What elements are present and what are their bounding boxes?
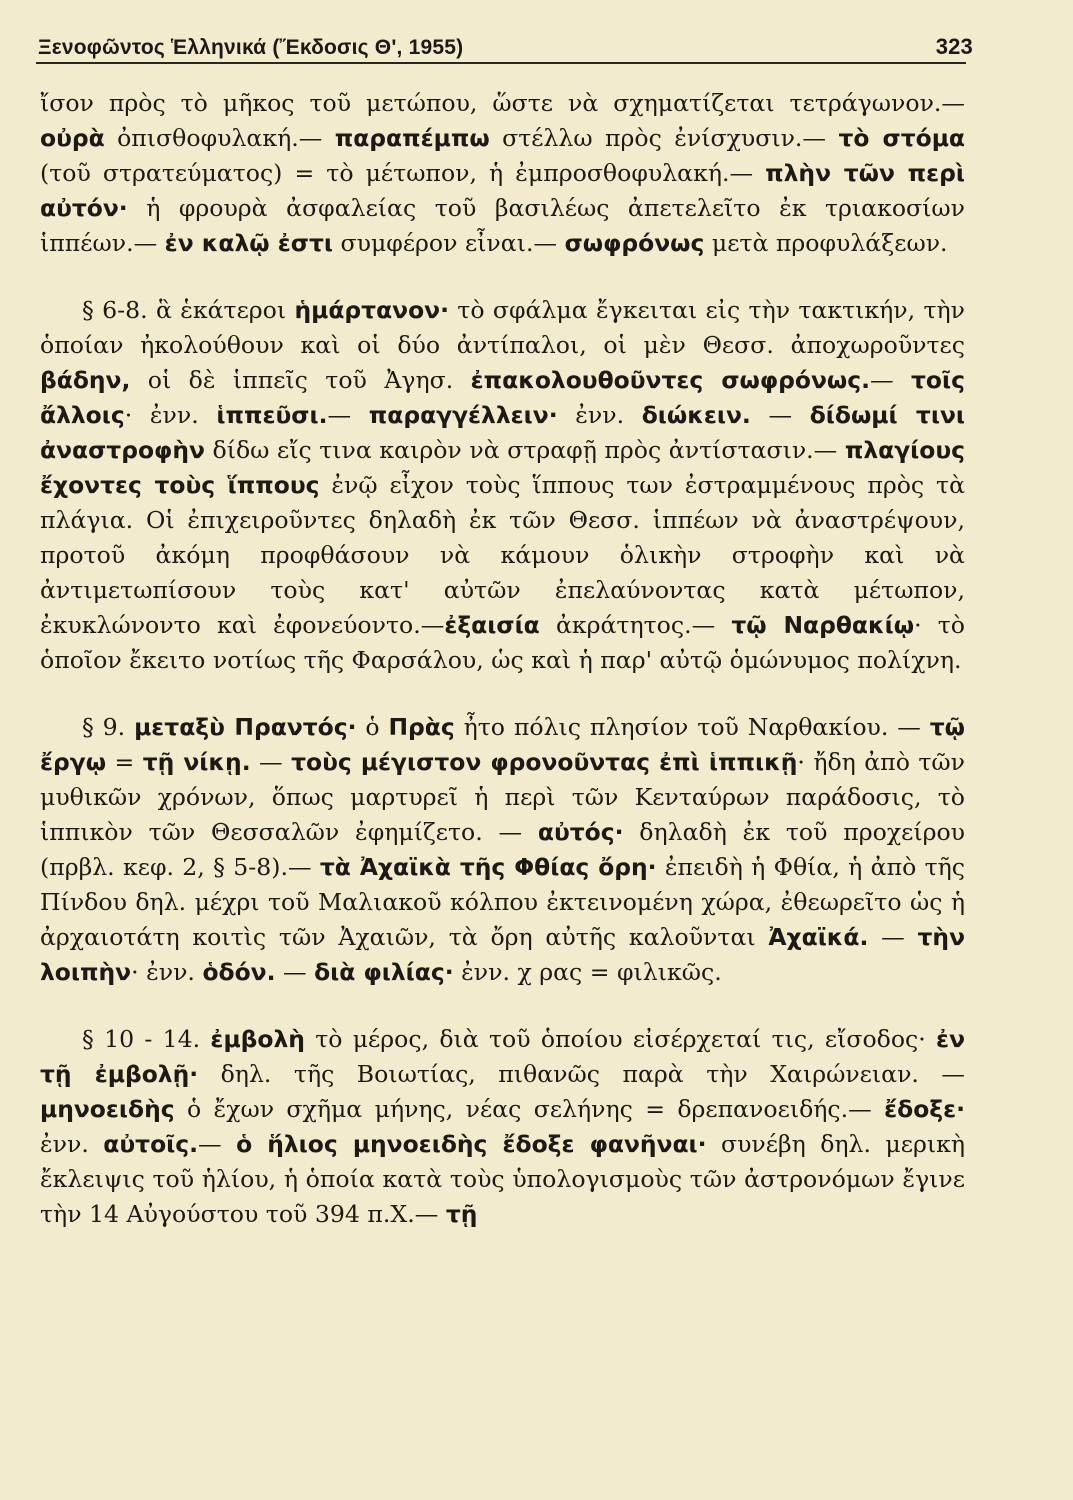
commentary-segment: —: [327, 401, 369, 429]
lemma-term: ἱππεῦσι.: [216, 401, 328, 429]
header-rule: [36, 62, 966, 64]
commentary-segment: ἐνν.: [40, 1130, 104, 1158]
lemma-term: ἐμβολὴ: [210, 1025, 305, 1053]
lemma-term: παραπέμπω: [334, 124, 490, 152]
lemma-term: ὁ ἥλιος μηνοειδὴς ἔδοξε φανῆναι·: [236, 1130, 707, 1158]
lemma-term: πλαγίους ἔχοντες τοὺς ἵππους: [40, 436, 965, 499]
paragraph-section-9: [40, 710, 965, 990]
lemma-term: τῇ: [445, 1200, 478, 1228]
running-title: Ξενοφῶντος Ἑλληνικά (Ἔκδοσις Θ', 1955): [38, 36, 464, 59]
commentary-segment: συμφέρον εἶναι.—: [333, 229, 565, 257]
paragraph-section-6-8: [40, 293, 965, 678]
commentary-segment: § 10 - 14.: [82, 1025, 211, 1053]
page-header: [38, 18, 973, 60]
lemma-term: ὁδόν.: [202, 958, 276, 986]
lemma-term: βάδην,: [40, 366, 131, 394]
commentary-segment: ἡ φρουρὰ ἀσφαλείας τοῦ βασιλέως ἀπετελεῖτο ἐκ τριακοσίων ἱππέων.—: [40, 194, 965, 257]
commentary-segment: —: [275, 958, 315, 986]
lemma-term: διώκειν.: [641, 401, 751, 429]
lemma-term: τῷ Ναρθακίῳ: [731, 611, 915, 639]
lemma-term: ἐν καλῷ ἐστι: [164, 229, 334, 257]
commentary-segment: =: [106, 748, 143, 776]
lemma-term: δίδωμί τινι ἀναστροφὴν: [40, 401, 965, 464]
lemma-term: Πρὰς: [388, 713, 455, 741]
commentary-segment: § 9.: [82, 713, 135, 741]
lemma-term: τὴν λοιπὴν: [40, 923, 966, 986]
commentary-segment: § 6-8. ἃ ἑκάτεροι: [82, 296, 295, 324]
lemma-term: ἡμάρτανον·: [294, 296, 449, 324]
commentary-segment: συνέβη δηλ. μερικὴ ἔκλειψις τοῦ ἡλίου, ἡ ὁποία κατὰ τοὺς ὑπολογισμοὺς τῶν ἀστρονόμων ἔγινε τὴν 14 Αὐγούστου τοῦ 394 π.Χ.—: [40, 1130, 965, 1228]
commentary-segment: ὀπισθοφυλακή.—: [104, 124, 335, 152]
lemma-term: ἔδοξε·: [884, 1095, 965, 1123]
lemma-term: πλὴν τῶν περὶ αὐτόν·: [40, 159, 965, 222]
commentary-segment: —: [250, 748, 292, 776]
lemma-term: τὸ στόμα: [838, 124, 966, 152]
commentary-segment: ἐνν. χ ρας = φιλικῶς.: [453, 958, 722, 986]
paragraph-continuation: [40, 86, 965, 261]
lemma-term: τῷ ἔργῳ: [40, 713, 965, 776]
lemma-term: τῇ νίκῃ.: [142, 748, 251, 776]
commentary-segment: · ἐνν.: [131, 958, 203, 986]
commentary-segment: · ἐνν.: [124, 401, 217, 429]
commentary-segment: ὁ ἔχων σχῆμα μήνης, νέας σελήνης = δρεπανοειδής.—: [174, 1095, 885, 1123]
commentary-segment: · τὸ ὁποῖον ἔκειτο νοτίως τῆς Φαρσάλου, ὡς καὶ ἡ παρ' αὐτῷ ὁμώνυμος πολίχνη.: [40, 611, 966, 674]
paragraph-section-10-14: [40, 1022, 965, 1232]
lemma-term: τοῖς ἄλλοις: [40, 366, 965, 429]
commentary-segment: ἀκράτητος.—: [539, 611, 732, 639]
lemma-term: τὰ Ἀχαϊκὰ τῆς Φθίας ὄρη·: [319, 853, 657, 881]
commentary-segment: οἱ δὲ ἱππεῖς τοῦ Ἀγησ.: [130, 366, 471, 394]
commentary-segment: · ἤδη ἀπὸ τῶν μυθικῶν χρόνων, ὅπως μαρτυρεῖ ἡ περὶ τῶν Κενταύρων παράδοσις, τὸ ἱππικὸν τῶν Θεσσαλῶν ἐφημίζετο. —: [40, 748, 965, 846]
lemma-term: διὰ φιλίας·: [314, 958, 454, 986]
commentary-text: [40, 86, 965, 1232]
commentary-segment: μετὰ προφυλάξεων.: [704, 229, 948, 257]
commentary-segment: —: [868, 923, 918, 951]
commentary-segment: —: [198, 1130, 237, 1158]
commentary-segment: τὸ σφάλμα ἔγκειται εἰς τὴν τακτικήν, τὴν ὁποίαν ἠκολούθουν καὶ οἱ δύο ἀντίπαλοι, οἱ μὲν Θεσσ. ἀποχωροῦντες: [40, 296, 965, 359]
lemma-term: παραγγέλλειν·: [368, 401, 558, 429]
commentary-segment: ἦτο πόλις πλησίον τοῦ Ναρθακίου. —: [454, 713, 930, 741]
lemma-term: ἐν τῇ ἐμβολῇ·: [40, 1025, 965, 1088]
commentary-segment: ὁ: [356, 713, 389, 741]
commentary-segment: δηλαδὴ ἐκ τοῦ προχείρου (πρβλ. κεφ. 2, § 5-8).—: [40, 818, 966, 881]
lemma-term: σωφρόνως: [564, 229, 705, 257]
lemma-term: ἐξαισία: [444, 611, 540, 639]
page-number: 323: [935, 34, 973, 59]
lemma-term: μεταξὺ Πραντός·: [134, 713, 357, 741]
commentary-segment: —: [869, 366, 911, 394]
commentary-segment: —: [750, 401, 810, 429]
lemma-term: οὐρὰ: [40, 124, 105, 152]
commentary-segment: ἐπειδὴ ἡ Φθία, ἡ ἀπὸ τῆς Πίνδου δηλ. μέχρι τοῦ Μαλιακοῦ κόλπου ἐκτεινομένη χώρα, ἐθεωρεῖτο ὡς ἡ ἀρχαιοτάτη κοιτὶς τῶν Ἀχαιῶν, τὰ ὄρη αὐτῆς καλοῦνται: [40, 853, 965, 951]
lemma-term: αὐτός·: [537, 818, 624, 846]
lemma-term: Ἀχαϊκά.: [768, 923, 869, 951]
commentary-segment: (τοῦ στρατεύματος) = τὸ μέτωπον, ἡ ἐμπροσθοφυλακή.—: [40, 159, 766, 187]
lemma-term: τοὺς μέγιστον φρονοῦντας ἐπὶ ἱππικῇ: [291, 748, 798, 776]
commentary-segment: ἐνῷ εἶχον τοὺς ἵππους των ἐστραμμένους πρὸς τὰ πλάγια. Οἱ ἐπιχειροῦντες δηλαδὴ ἐκ τῶν Θεσσ. ἱππέων νὰ ἀναστρέψουν, προτοῦ ἀκόμη προφθάσουν νὰ κάμουν ὁλικὴν στροφὴν καὶ νὰ ἀντιμετωπίσουν τοὺς κατ' αὐτῶν ἐπελαύνοντας κατὰ μέτωπον, ἐκυκλώνοντο καὶ ἐφονεύοντο.—: [40, 471, 966, 639]
lemma-term: αὐτοῖς.: [103, 1130, 199, 1158]
commentary-segment: στέλλω πρὸς ἐνίσχυσιν.—: [489, 124, 839, 152]
commentary-segment: τὸ μέρος, διὰ τοῦ ὁποίου εἰσέρχεταί τις, εἴσοδος·: [304, 1025, 937, 1053]
lemma-term: μηνοειδὴς: [40, 1095, 175, 1123]
commentary-segment: ἐνν.: [557, 401, 642, 429]
commentary-segment: δηλ. τῆς Βοιωτίας, πιθανῶς παρὰ τὴν Χαιρώνειαν. —: [198, 1060, 965, 1088]
commentary-segment: ἴσον πρὸς τὸ μῆκος τοῦ μετώπου, ὥστε νὰ σχηματίζεται τετράγωνον.—: [40, 89, 965, 117]
commentary-segment: δίδω εἴς τινα καιρὸν νὰ στραφῇ πρὸς ἀντίστασιν.—: [204, 436, 845, 464]
lemma-term: ἐπακολουθοῦντες σωφρόνως.: [470, 366, 870, 394]
